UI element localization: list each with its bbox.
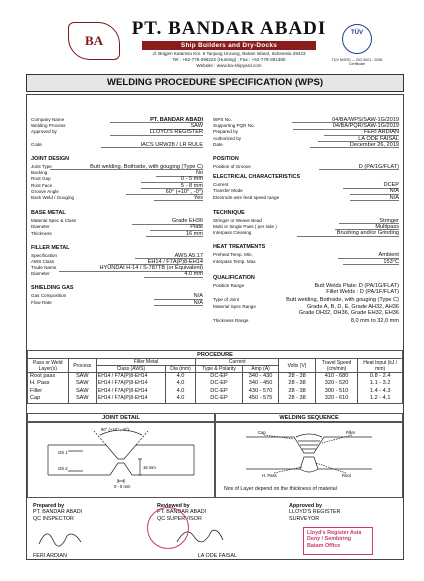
material-range-value-2: Grade DH32, DH36, Grade EH32, EH36 [298,310,399,317]
prepared-signature-block [33,503,93,559]
position-range-label: Position Range [213,282,245,288]
row3-dia: 4.0 [176,387,185,394]
right-sections: POSITION Position of Groove D (PA/1G/FLAT) ELECTRICAL CHARACTERISTICS Current DCEP Transfer Mode N/A Electrode wire feed speed range N/A TECHNIQUE Stringer or Weave Bead Stringer Multi or Single Pass ( per side ) Multipass Interpass Cleaning Brushing and/or Grinding HEAT TREATMENTS Preheat Temp. Min. Ambient Interpass Temp. Max 153°C QUALIFICATION Position Range Butt Welds Plate: D (PA/1G/FLAT) Fillet Welds : D (PA/1F/FLAT) Butt welding, Bothside, with gouging (Type C) Type of Joint Material Spec Range Grade A, B, D, E, Grade AH32, AH36 Grade DH32, DH36, Grade EH32, EH36 Thickness Range 8,0 mm to 32,0 mm [213,156,399,324]
interpass-value: 153°C [383,258,399,265]
specification-value: AWS A5.17 [174,252,203,259]
shielding-gas-heading: SHIELDING GAS [31,285,74,292]
preheat-label: Preheat Temp. Min. [213,252,253,258]
filler-metal-heading: FILLER METAL [31,244,70,251]
col-class: Class (AWS) [96,366,165,373]
specification-label: Specification [31,252,58,258]
row3-heat: 1.4 - 4.3 [369,387,391,394]
welding-process-label: Welding Process [31,123,66,129]
prepared-name: FERI ARDIAN [33,552,67,559]
wire-feed-value: N/A [389,194,399,201]
aws-class-label: AWS Class [31,258,55,264]
prepared-signature [33,522,93,550]
row1-pass: Root pass [30,373,56,379]
back-weld-label: Back Weld / Gouging [31,194,75,200]
col-dia: Dia (mm) [165,366,195,373]
technique-heading: TECHNIQUE [213,209,245,216]
material-range-value-1: Grade A, B, D, E, Grade AH32, AH36 [306,303,399,310]
row1-process: SAW [75,373,89,379]
trade-name-label: Trade Name [31,265,57,271]
row1-class: EH14 / F7A(P)8-EH14 [97,373,148,379]
row3-process: SAW [75,387,89,394]
material-spec-label: Material Spec & Class [31,218,77,224]
col-amp: Amp (A) [242,366,278,373]
filler-diameter-value: 4.0 mm [184,271,203,278]
root-face-value: 5 - 8 mm [180,182,203,189]
seq-cap-label: Cap [258,430,266,435]
groove-angle-dimension: 60° (+10° , -0°) [101,427,129,432]
pqr-no-label: Supporting PQR No. [213,123,255,129]
date-label: Date [213,141,223,147]
company-website: Website : www.ba-shipyard.com [196,63,262,68]
company-stamp [147,507,189,549]
position-range-value-2: Fillet Welds : D (PA/1F/FLAT) [326,288,399,295]
reviewed-role: QC SUPERVISOR [157,515,202,522]
welding-sequence-box [215,422,403,498]
row2-volts: 28 - 38 [288,380,306,387]
base-diameter-value: Plate [190,224,203,231]
lr-stamp-line3: Batam Office [307,542,341,549]
backing-value: No [195,170,203,177]
reviewed-company: PT. BANDAR ABADI [157,509,207,516]
base-diameter-label: Diameter [31,224,50,230]
prepared-by-value: FERI ARDIAN [363,129,399,136]
seq-root-label: Root [342,473,351,478]
groove-angle-value: 60° (+10° , -0°) [165,188,203,195]
position-range-value-1: Butt Welds Plate: D (PA/1G/FLAT) [314,282,399,289]
thickness-range-label: Thickness Range [213,317,249,323]
row4-process: SAW [75,395,89,402]
row4-travel: 320 - 610 [324,395,349,402]
row1-dia: 4.0 [176,373,185,379]
filler-diameter-label: Diameter [31,271,50,277]
thickness-value: 16 mm [185,230,203,237]
base-metal-heading: BASE METAL [31,210,66,217]
approved-by-value: LLOYD'S REGISTER [149,129,203,136]
document-page [10,8,414,574]
position-heading: POSITION [213,156,239,162]
company-logo [68,22,120,60]
procedure-caption: PROCEDURE [28,351,403,359]
col-process: Process [68,359,96,373]
root-gap-value: 0 - 5 mm [180,176,203,183]
company-phone: Tel : +62-778-396222 (Hunting) ; Fax : +62-778-391380 [172,57,286,62]
row2-amp: 340 - 450 [248,380,273,387]
row4-pass: Cap [30,395,41,402]
groove-position-value: D (PA/1G/FLAT) [358,164,399,170]
procedure-table [27,350,403,404]
company-name-label: Company Name [31,117,65,122]
row3-type: DC-EP [210,387,228,394]
row2-class: EH14 / F7A(P)8-EH14 [97,380,148,387]
qualification-heading: QUALIFICATION [213,274,255,281]
cert-badge-text: TÜV [351,30,363,36]
flow-rate-value: N/A [193,299,203,306]
joint-detail-box [27,422,215,498]
company-subtitle: Ship Builders and Dry-Docks [142,41,316,50]
col-volts: Volts (V) [279,359,315,373]
company-address: Jl. Brigjen Katamso Km. 6 Tanjung Uncang, Batam Island, Indonesia 29423 [152,51,306,56]
os1-label: OS 1 [58,450,68,455]
wps-sheet [26,94,404,560]
os2-label: OS 2 [58,466,68,471]
document-title: WELDING PROCEDURE SPECIFICATION (WPS) [26,74,404,92]
transfer-mode-value: N/A [389,188,399,195]
row2-type: DC-EP [210,380,228,387]
col-type: Type & Polarity [196,366,243,373]
approved-signature-block [289,503,340,522]
joint-detail-caption: JOINT DETAIL [27,413,215,422]
row4-type: DC-EP [210,395,228,402]
bead-type-label: Stringer or Weave Bead [213,217,262,223]
preheat-value: Ambient [378,252,399,259]
col-filler: Filler Metal [96,359,195,366]
joint-detail-drawing [28,423,214,497]
joint-design-heading: JOINT DESIGN [31,156,70,162]
company-name: PT. BANDAR ABADI [131,18,327,39]
backing-label: Backing [31,170,48,176]
wire-feed-label: Electrode wire feed speed range [213,194,280,200]
pass-type-value: Multipass [375,223,399,230]
prepared-by-label: Prepared by [213,129,239,135]
aws-class-value: EH14 / F7A(P)8-EH14 [147,258,203,265]
reviewed-title: Reviewed by [157,503,190,509]
row4-class: EH14 / F7A(P)8-EH14 [97,395,148,402]
row3-pass: Filler [30,387,43,394]
lr-stamp-line2: Deny / Sembiring [307,536,352,543]
cleaning-value: Brushing and/or Grinding [336,230,399,237]
welding-sequence-caption: WELDING SEQUENCE [215,413,403,422]
company-name-value: PT. BANDAR ABADI [150,117,203,123]
approved-by-label: Approved by [31,129,57,135]
prepared-role: QC INSPECTOR [33,515,74,522]
seq-hpass-label: H. Pass [262,473,277,478]
heat-treatments-heading: HEAT TREATMENTS [213,244,266,251]
certification-text: TÜV NORD — ISO 9001 : 2008 Certificate [331,58,383,67]
pass-type-label: Multi or Single Pass ( per side ) [213,223,277,229]
current-value: DCEP [383,182,399,189]
welding-sequence-drawing [216,423,402,483]
thickness-dimension: 16 mm [143,465,156,470]
joint-type-value: Butt welding, Bothside, with gouging (Type C) [90,164,203,170]
row4-amp: 450 - 575 [248,395,273,402]
flow-rate-label: Flow Rate [31,299,52,305]
current-label: Current [213,182,229,188]
root-face-label: Root Face [31,182,53,188]
col-pass: Pass or Weld Layer(s) [28,359,69,373]
material-range-label: Material Spec Range [213,303,256,309]
row2-dia: 4.0 [176,380,185,387]
welding-process-value: SAW [190,123,203,130]
row3-amp: 430 - 570 [248,387,273,394]
row2-process: SAW [75,380,89,387]
procedure-rows [28,373,403,404]
lr-surveyor-stamp [303,527,373,555]
lr-stamp-line1: Lloyd's Register Asia [307,530,362,536]
gas-composition-value: N/A [193,293,203,300]
approved-company: LLOYD'S REGISTER [289,509,341,516]
logo-text: BA [84,33,104,48]
gas-composition-label: Gas Composition [31,293,67,299]
seq-filler-label: Filler [346,430,356,435]
wps-no-value: 04/BA/WPS/SAW-1G/2019 [332,117,399,123]
joint-type-label: Joint Type [31,164,52,169]
sequence-note: Nos of Layer depend on the thickness of material [224,486,337,492]
row2-heat: 1.1 - 3.2 [369,380,391,387]
electrical-heading: ELECTRICAL CHARACTERISTICS [213,174,301,181]
material-spec-value: Grade EH36 [171,218,203,225]
row1-volts: 28 - 38 [288,373,306,379]
row4-heat: 1.2 - 4.1 [369,395,391,402]
company-header [124,18,334,69]
authorized-by-label: Authorized by [213,135,242,141]
identification-right [213,117,399,148]
date-value: December 26, 2019 [349,141,399,148]
row2-travel: 320 - 520 [324,380,349,387]
transfer-mode-label: Transfer Mode [213,188,243,194]
thickness-label: Thickness [31,230,52,236]
row2-pass: H. Pass [30,380,50,387]
code-label: Code [31,141,42,147]
reviewed-name: LA ODE FAISAL [197,552,237,559]
wps-no-label: WPS No. [213,117,232,122]
groove-angle-label: Groove Angle [31,188,59,194]
gap-dimension: 0 - 5 mm [114,484,131,489]
thickness-range-value: 8,0 mm to 32,0 mm [350,317,399,324]
row1-type: DC-EP [210,373,228,379]
col-heat: Heat Input (kJ / mm) [358,359,403,373]
approved-title: Approved by [289,503,322,509]
authorized-by-value: LA ODE FAISAL [358,135,399,142]
interpass-label: Interpass Temp. Max [213,258,256,264]
col-travel: Travel Speed (cm/min) [315,359,358,373]
joint-type-range-value: Butt welding, Bothside, with gouging (Type C) [286,296,399,303]
bead-type-value: Stringer [379,217,399,224]
certification-badge [342,24,372,54]
col-current: Current [196,359,279,366]
row1-amp: 340 - 430 [248,373,273,379]
prepared-company: PT. BANDAR ABADI [33,509,83,516]
row4-volts: 28 - 38 [288,395,306,402]
approved-role: SURVEYOR [289,515,320,522]
row4-dia: 4.0 [176,395,185,402]
code-value: IACS URW28 / LR RULE [140,141,203,148]
row1-travel: 410 - 680 [324,373,349,379]
identification-left [31,117,203,148]
row3-volts: 28 - 38 [288,387,306,394]
left-sections [31,151,203,306]
row3-travel: 300 - 510 [324,387,349,394]
cleaning-label: Interpass Cleaning [213,230,252,236]
trade-name-value: HYUNDAI H-14 / S-787TB (or Equivalent) [99,265,203,272]
row1-heat: 0.8 - 2.4 [369,373,391,379]
back-weld-value: Yes [193,194,203,201]
pqr-no-value: 04/BA/PQR/SAW-1G/2019 [332,123,399,130]
root-gap-label: Root Gap [31,176,51,182]
prepared-title: Prepared by [33,503,65,509]
row3-class: EH14 / F7A(P)8-EH14 [97,387,148,394]
groove-position-label: Position of Groove [213,164,251,169]
